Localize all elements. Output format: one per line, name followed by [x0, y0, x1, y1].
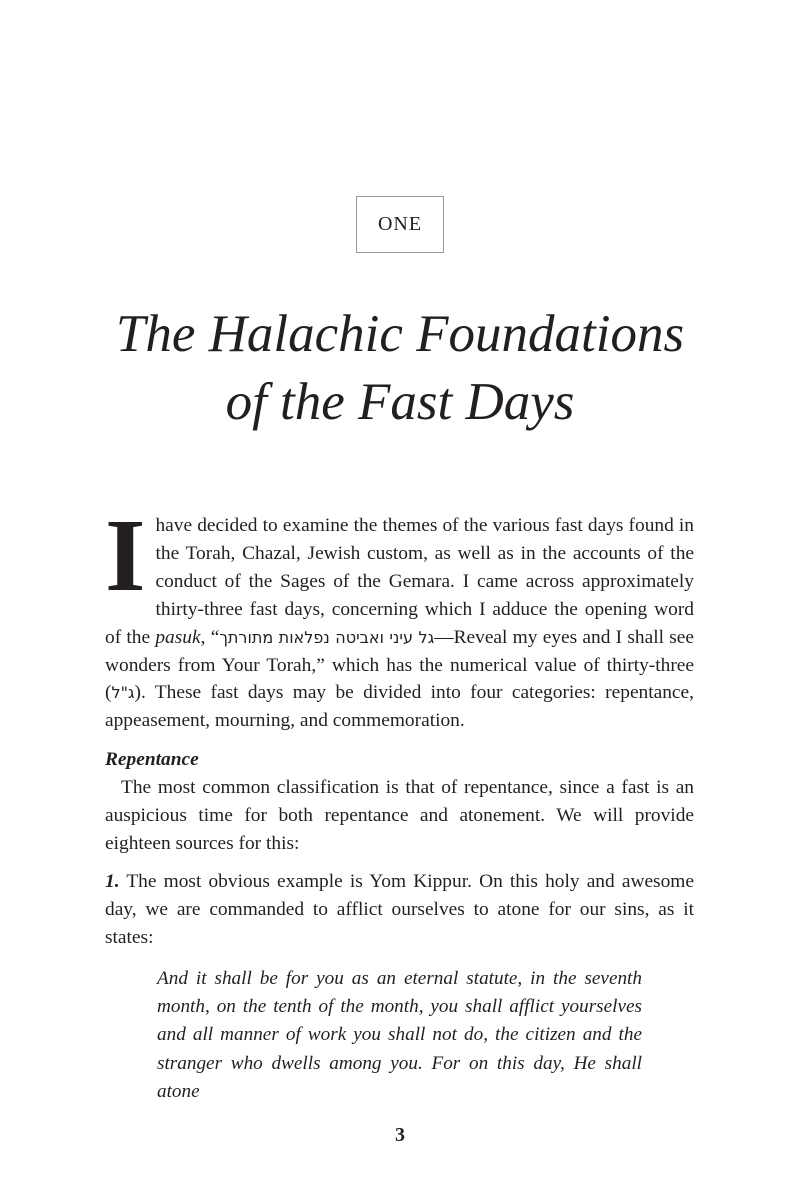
page-number: 3 — [395, 1124, 405, 1146]
chapter-title-line-1: The Halachic Foundations — [115, 305, 685, 363]
block-quote: And it shall be for you as an eternal statute, in the seventh month, on the tenth of the month, you shall afflict yourselves and all manner of work you shall not do, the citizen and the stranger who dwells among you. For on this day, He shall atone — [157, 967, 642, 1103]
intro-paragraph — [105, 498, 694, 735]
drop-cap: I — [105, 498, 146, 613]
chapter-title — [60, 300, 740, 436]
intro-text-4: ). These fast days may be divided into four categories: repentance, appeasement, mourning, and commemoration. — [105, 682, 694, 732]
intro-text-3: —Reveal my eyes and I shall see wonders from Your Torah,” which has the numerical value of thirty-three ( — [105, 626, 694, 704]
intro-text-1: have decided to examine the themes of the various fast days found in the Torah, Chazal, Jewish custom, as well as in the accounts of the conduct of the Sages of the Gemara. I came across approximately thirty-three fast days, concerning which I adduce the opening word of the — [105, 515, 694, 648]
pasuk-term: pasuk — [155, 626, 201, 648]
hebrew-numeral: ג"ל — [111, 683, 135, 703]
section-heading: Repentance — [105, 749, 199, 771]
intro-text-2: , “ — [200, 626, 220, 648]
list-item-text: The most obvious example is Yom Kippur. On this holy and awesome day, we are commanded to afflict ourselves to atone for our sins, as it states: — [105, 870, 694, 948]
chapter-label: ONE — [377, 213, 423, 235]
chapter-title-line-2: of the Fast Days — [225, 373, 575, 431]
list-item-1 — [105, 868, 694, 952]
list-item-number: 1. — [105, 870, 120, 892]
hebrew-verse: גל עיני ואביטה נפלאות מתורתך — [219, 627, 435, 647]
body-text — [105, 498, 694, 1107]
section-paragraph: The most common classification is that of repentance, since a fast is an auspicious time for both repentance and atonement. We will provide eighteen sources for this: — [105, 777, 694, 854]
chapter-label-box — [356, 196, 444, 253]
